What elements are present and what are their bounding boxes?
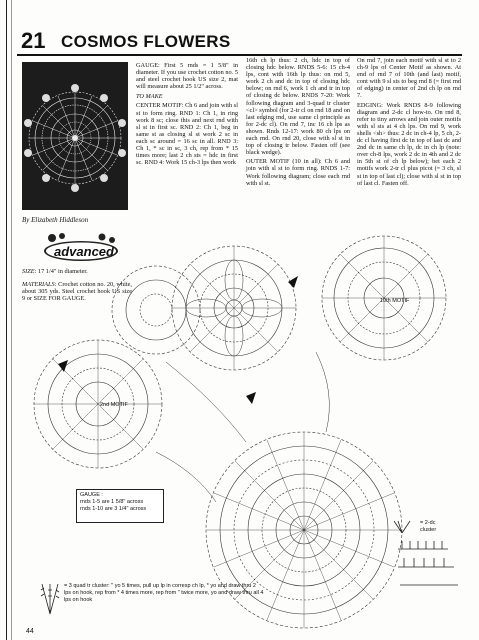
- quad-tr-cluster-key: = 3 quad tr cluster: " yo 5 times, pull up lp in corresp ch lp, * yo and draw thru 2 lps on hook, rep from * 4 times more, rep from " twice more, yo and draw thru all 4 lps on hook: [64, 583, 264, 603]
- size-value: : 17 1/4" in diameter.: [34, 268, 88, 275]
- gauge-box: [76, 489, 164, 523]
- joining-paragraph: On rnd 7, join each motif with sl st to 2 ch-9 lps of Center Motif as shown. At end of rnd 7 of 10th (and last) motif, cont with 9 sl sts to beg rnd 8 (= first rnd of edging) in center of 2nd ch lp on rnd 7.: [357, 57, 461, 100]
- doily-photo: [22, 62, 128, 210]
- binding-line-secondary: [11, 0, 12, 640]
- outer-motif-upper-left: [112, 266, 200, 354]
- cluster-key-legend: [420, 520, 436, 534]
- materials-label: MATERIALS: [22, 281, 55, 288]
- outer-motif-top: [172, 246, 296, 370]
- materials-value: : Crochet cotton no. 20, white, about 305 yds. Steel crochet hook US size 9 or SIZE FOR GAUGE.: [22, 281, 132, 303]
- size-label: SIZE: [22, 268, 35, 275]
- pattern-number: 21: [21, 28, 46, 53]
- gauge-box-line-1: rnds 1-5 are 1 5/8" across: [80, 499, 144, 505]
- rounds-paragraph: 16th ch lp thus: 2 ch, hdc in top of closing hdc below. RNDS 5-6: 15 ch-4 lps, cont with 16th lp thus: on rnd 5, work 2 ch and dc in top of closing hdc below; on rnd 6, work 1 ch and tr in top of closing dc below. RNDS 7-20: Work following diagram and 3-quad tr cluster <cl> symbol (for 2-tr cl on rnd 18 and on last edging rnd, use same cl principle as for 2-dc cl). On rnd 7, inc 16 ch lps as shown. Rnds 12-17: work 80 ch lps on each rnd. On rnd 20, close with sl st in top of closing tr below. Fasten off (see black wedge).: [246, 57, 350, 157]
- edging-paragraph: EDGING: Work RNDS 8-9 following diagram and 2-dc cl how-to. On rnd 8, refer to tiny arrows and join outer motifs with sl sts at 4 ch lps. On rnd 9, work shells <sh> thus: 2 dc in ch-4 lp, 5 ch, 2-dc cl having first dc in top of last dc and 2nd dc in same ch lp, dc in ch lp (note: over ch-8 lps, work 2 dc in 4th and 2 dc in 5th st of ch lp below); bet each 2 motifs work 2-tr cl plus picot (= 3 ch, sl st in top of last cl); close with sl st in top of last cl. Fasten off.: [357, 101, 461, 187]
- page-title: COSMOS FLOWERS: [61, 32, 231, 51]
- instructions-column-2: [246, 57, 350, 189]
- tenth-motif-label: 10th MOTIF: [380, 298, 410, 304]
- page-title-bar: [17, 26, 462, 56]
- outer-motif-paragraph: OUTER MOTIF (10 in all): Ch 6 and join with sl st to form ring. RNDS 1-7: Work following diagram; close each rnd with sl st.: [246, 158, 350, 187]
- doily-photo-image: [22, 62, 128, 210]
- quad-tr-cluster-symbol-icon: [38, 580, 62, 616]
- second-motif-label: 2nd MOTIF: [100, 402, 128, 408]
- binding-line: [6, 0, 7, 640]
- gauge-paragraph: GAUGE: First 5 rnds = 1 5/8" in diameter. If you use crochet cotton no. 5 and steel crochet hook US size 2, mat will measure about 25 1/2" across.: [136, 62, 238, 91]
- instructions-column-1: [136, 62, 238, 168]
- skill-level-label: advanced: [54, 244, 114, 259]
- page-number: 44: [26, 628, 34, 635]
- cluster-key-symbol: = 2-dc: [420, 520, 436, 526]
- gauge-box-line-2: rnds 1-10 are 3 1/4" across: [80, 506, 147, 512]
- instructions-column-3: [357, 57, 461, 189]
- designer-credit: By Elizabeth Hiddleson: [22, 216, 89, 224]
- to-make-heading: TO MAKE: [136, 93, 163, 101]
- cluster-key-name: cluster: [420, 527, 437, 533]
- outer-motif-2nd: [34, 340, 162, 468]
- center-motif-paragraph: CENTER MOTIF: Ch 6 and join with sl st to form ring. RND 1: Ch 1, in ring work 8 sc; close this and next rnd with sl st in first sc. RND 2: Ch 1, beg in same st as closing sl st work 2 sc in each sc around = 16 sc in all. RND 3: Ch 1, * sc in sc, 3 ch, rep from * 15 times more; last 2 ch sts = hdc in first sc. RND 4: Work 15 ch-3 lps then work: [136, 102, 238, 167]
- gauge-box-title: GAUGE :: [80, 492, 103, 498]
